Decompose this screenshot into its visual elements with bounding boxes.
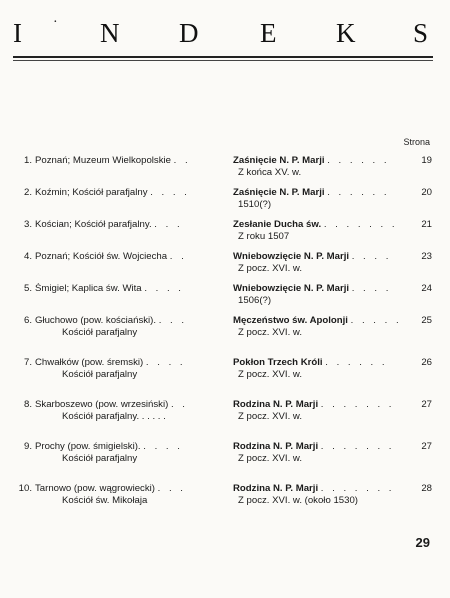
entry-title-dots: . . . . bbox=[351, 283, 392, 294]
entry-location bbox=[18, 357, 230, 381]
entry-place-dots: . . . . bbox=[143, 441, 183, 452]
entry-location bbox=[18, 155, 230, 167]
entry-church: Kościół parafjalny bbox=[62, 453, 138, 464]
entry-place: Poznań; Kościół św. Wojciecha bbox=[35, 251, 168, 262]
entry-page: 24 bbox=[421, 283, 432, 294]
entry-date: Z pocz. XVI. w. (około 1530) bbox=[238, 495, 358, 506]
entry-title: Wniebowzięcie N. P. Marji bbox=[233, 251, 350, 262]
entry-number: 8. bbox=[23, 399, 32, 410]
header-letter-4: E bbox=[260, 18, 277, 48]
entry-title-dots: . . . . bbox=[351, 251, 392, 262]
entry-date: Z pocz. XVI. w. bbox=[238, 327, 302, 338]
entry-subject bbox=[233, 187, 432, 211]
entry-place: Kościan; Kościół parafjalny. bbox=[35, 219, 152, 230]
header-letter-3: D bbox=[179, 18, 199, 48]
entry-place-dots: . . . . bbox=[145, 357, 186, 368]
header-letter-1: I bbox=[13, 18, 22, 48]
entry-page: 27 bbox=[421, 441, 432, 452]
entry-number: 3. bbox=[23, 219, 32, 230]
entry-place: Głuchowo (pow. kościański). bbox=[35, 315, 157, 326]
entry-subject bbox=[233, 155, 432, 179]
entry-place-dots: . . . bbox=[157, 483, 186, 494]
entry-number: 10. bbox=[18, 483, 32, 494]
entry-place-dots: . . bbox=[169, 251, 187, 262]
entry-subject bbox=[233, 315, 432, 339]
entry-place: Prochy (pow. śmigielski). bbox=[35, 441, 141, 452]
entry-page: 27 bbox=[421, 399, 432, 410]
header-rule-thin bbox=[13, 60, 433, 61]
header-dot: · bbox=[53, 15, 58, 30]
entry-location bbox=[18, 251, 230, 263]
entry-title-dots: . . . . . . . bbox=[320, 441, 395, 452]
entry-place-dots: . . bbox=[173, 155, 191, 166]
entry-number: 5. bbox=[23, 283, 32, 294]
entry-title: Zesłanie Ducha św. bbox=[233, 219, 322, 230]
entry-number: 6. bbox=[23, 315, 32, 326]
entry-place: Skarboszewo (pow. wrzesiński) bbox=[35, 399, 169, 410]
entry-church: Kościół parafjalny bbox=[62, 327, 138, 338]
entry-place: Koźmin; Kościół parafjalny bbox=[35, 187, 148, 198]
entry-location bbox=[18, 483, 230, 507]
entry-number: 7. bbox=[23, 357, 32, 368]
entry-place-dots: . . . bbox=[154, 219, 183, 230]
entry-subject bbox=[233, 251, 432, 275]
entry-church: Kościół parafjalny bbox=[62, 369, 138, 380]
entry-place-dots: . . . . bbox=[150, 187, 190, 198]
entry-title-dots: . . . . . . . bbox=[320, 399, 395, 410]
entry-date: Z roku 1507 bbox=[238, 231, 290, 242]
entry-title: Rodzina N. P. Marji bbox=[233, 483, 319, 494]
entry-title: Rodzina N. P. Marji bbox=[233, 441, 319, 452]
entry-subject bbox=[233, 357, 432, 381]
entry-title: Zaśnięcie N. P. Marji bbox=[233, 187, 325, 198]
header-letter-5: K bbox=[336, 18, 356, 48]
entry-subject bbox=[233, 399, 432, 423]
entry-place: Śmigiel; Kaplica św. Wita bbox=[35, 283, 142, 294]
entry-church: Kościół św. Mikołaja bbox=[62, 495, 148, 506]
entry-title-dots: . . . . . . . bbox=[320, 483, 395, 494]
entry-location bbox=[18, 187, 230, 199]
entry-date: Z pocz. XVI. w. bbox=[238, 453, 302, 464]
header-letter-6: S bbox=[413, 18, 429, 48]
entry-place-dots: . . . . bbox=[144, 283, 184, 294]
entry-subject bbox=[233, 283, 432, 307]
entry-page: 19 bbox=[421, 155, 432, 166]
entry-page: 26 bbox=[421, 357, 432, 368]
entry-location bbox=[18, 283, 230, 295]
entry-date: 1510(?) bbox=[238, 199, 272, 210]
entry-location bbox=[18, 441, 230, 465]
entry-number: 1. bbox=[23, 155, 32, 166]
entry-subject bbox=[233, 483, 432, 507]
entry-title: Rodzina N. P. Marji bbox=[233, 399, 319, 410]
entry-subject bbox=[233, 441, 432, 465]
entry-church: Kościół parafjalny. . . . . . bbox=[62, 411, 166, 422]
entry-subject bbox=[233, 219, 432, 243]
header-letter-2: N bbox=[100, 18, 120, 48]
entry-date: Z pocz. XVI. w. bbox=[238, 263, 302, 274]
entry-title: Męczeństwo św. Apolonji bbox=[233, 315, 348, 326]
entry-title-dots: . . . . . . bbox=[325, 357, 388, 368]
entry-place: Poznań; Muzeum Wielkopolskie bbox=[35, 155, 171, 166]
entry-place: Tarnowo (pow. wągrowiecki) bbox=[35, 483, 155, 494]
column-header-strona: Strona bbox=[403, 137, 430, 147]
entry-date: 1506(?) bbox=[238, 295, 272, 306]
entry-title: Wniebowzięcie N. P. Marji bbox=[233, 283, 350, 294]
entry-date: Z końca XV. w. bbox=[238, 167, 302, 178]
entry-place-dots: . . bbox=[170, 399, 188, 410]
entry-page: 21 bbox=[421, 219, 432, 230]
entry-number: 2. bbox=[23, 187, 32, 198]
entry-number: 4. bbox=[23, 251, 32, 262]
entry-title-dots: . . . . . bbox=[350, 315, 402, 326]
page-header bbox=[13, 15, 433, 52]
entry-place-dots: . . . bbox=[158, 315, 188, 326]
entry-location bbox=[18, 399, 230, 423]
entry-title: Pokłon Trzech Króli bbox=[233, 357, 323, 368]
page-number: 29 bbox=[415, 535, 430, 550]
entry-date: Z pocz. XVI. w. bbox=[238, 411, 302, 422]
entry-title-dots: . . . . . . bbox=[327, 187, 390, 198]
entry-page: 28 bbox=[421, 483, 432, 494]
entry-date: Z pocz. XVI. w. bbox=[238, 369, 302, 380]
header-rule-thick bbox=[13, 56, 433, 58]
entry-location bbox=[18, 315, 230, 339]
entry-number: 9. bbox=[23, 441, 32, 452]
entry-place: Chwałków (pow. śremski) bbox=[35, 357, 144, 368]
entry-page: 20 bbox=[421, 187, 432, 198]
entry-title-dots: . . . . . . bbox=[327, 155, 390, 166]
entry-page: 23 bbox=[421, 251, 432, 262]
entry-location bbox=[18, 219, 230, 231]
entry-title-dots: . . . . . . . bbox=[323, 219, 398, 230]
entry-title: Zaśnięcie N. P. Marji bbox=[233, 155, 325, 166]
entry-page: 25 bbox=[421, 315, 432, 326]
